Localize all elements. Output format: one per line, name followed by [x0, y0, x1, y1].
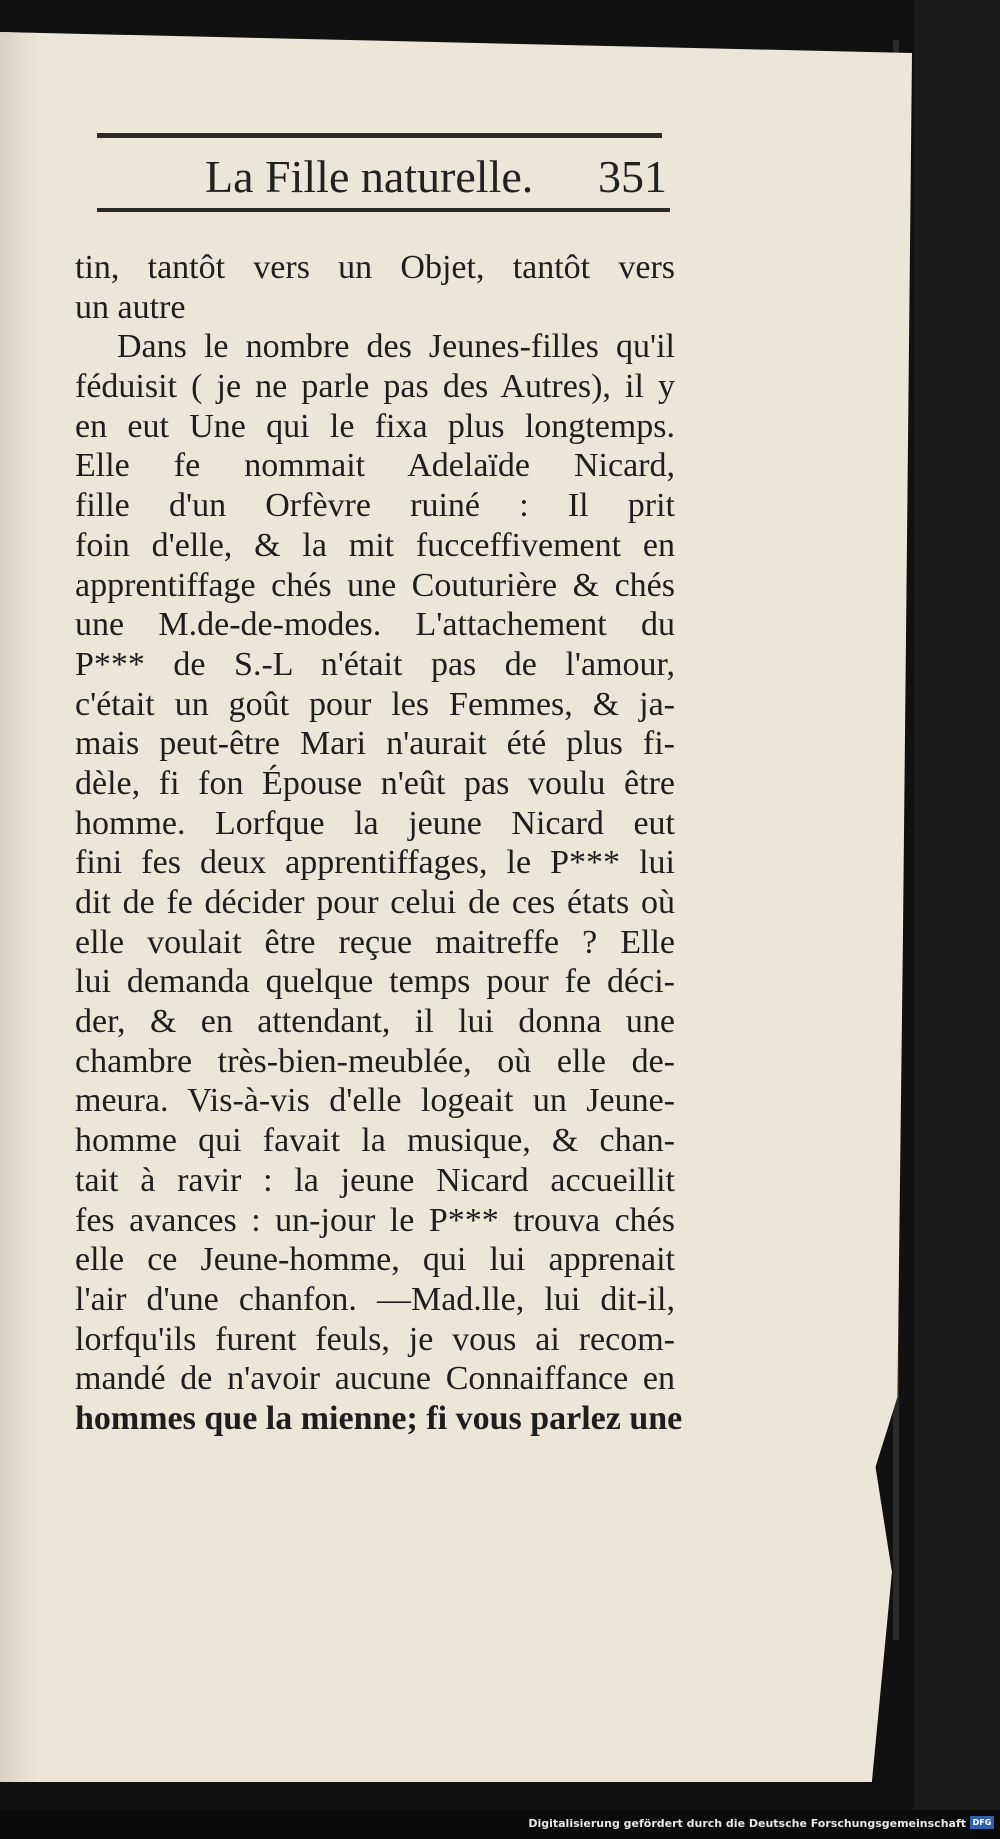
running-title: La Fille naturelle.	[205, 151, 534, 202]
text-line: fille d'un Orfèvre ruiné : Il prit	[75, 487, 675, 525]
text-line: féduisit ( je ne parle pas des Autres), il y	[75, 368, 675, 406]
text-line: tait à ravir : la jeune Nicard accueillit	[75, 1161, 675, 1199]
text-line: foin d'elle, & la mit fucceffivement en	[75, 526, 675, 564]
text-line: tin, tantôt vers un Objet, tantôt vers	[75, 249, 675, 286]
text-line: lorfqu'ils furent feuls, je vous ai recom-	[75, 1320, 675, 1358]
text-line: c'était un goût pour les Femmes, & ja-	[75, 685, 675, 723]
text-line: mais peut-être Mari n'aurait été plus fi-	[75, 725, 675, 763]
text-line: l'air d'une chanfon. —Mad.lle, lui dit-il,	[75, 1280, 675, 1318]
scan-edge	[914, 0, 1000, 1839]
text-line: meura. Vis-à-vis d'elle logeait un Jeune-	[75, 1082, 675, 1120]
gutter-shadow	[0, 32, 40, 1782]
text-line: mandé de n'avoir aucune Connaiffance en	[75, 1360, 675, 1398]
text-line: dèle, fi fon Épouse n'eût pas voulu être	[75, 764, 675, 802]
text-line: fini fes deux apprentiffages, le P*** lui	[75, 844, 675, 882]
text-line: homme qui favait la musique, & chan-	[75, 1122, 675, 1160]
text-line: elle ce Jeune-homme, qui lui apprenait	[75, 1241, 675, 1279]
text-line: apprentiffage chés une Couturière & chés	[75, 566, 675, 604]
text-line: hommes que la mienne; fi vous parlez une	[75, 1399, 683, 1437]
page-number: 351	[598, 151, 667, 202]
body-text	[75, 248, 683, 1439]
text-line: Elle fe nommait Adelaïde Nicard,	[75, 447, 675, 485]
text-line: dit de fe décider pour celui de ces états où	[75, 884, 675, 921]
text-line: der, & en attendant, il lui donna une	[75, 1003, 675, 1041]
text-line: en eut Une qui le fixa plus longtemps.	[75, 407, 675, 445]
text-line: lui demanda quelque temps pour fe déci-	[75, 963, 675, 1001]
text-line: homme. Lorfque la jeune Nicard eut	[75, 804, 675, 842]
text-line: un autre	[75, 288, 186, 326]
dfg-logo: DFG	[970, 1816, 994, 1829]
text-line: chambre très-bien-meublée, où elle de-	[75, 1042, 675, 1080]
text-line: une M.de-de-modes. L'attachement du	[75, 606, 675, 644]
header-rule-top	[97, 133, 662, 138]
funding-credit: Digitalisierung gefördert durch die Deutsche Forschungsgemeinschaft	[528, 1817, 966, 1830]
text-line: elle voulait être reçue maitreffe ? Elle	[75, 923, 675, 961]
text-line: P*** de S.-L n'était pas de l'amour,	[75, 645, 675, 683]
text-line: fes avances : un-jour le P*** trouva chés	[75, 1201, 675, 1239]
header-rule-bottom	[97, 208, 670, 212]
text-line: Dans le nombre des Jeunes-filles qu'il	[117, 328, 675, 366]
